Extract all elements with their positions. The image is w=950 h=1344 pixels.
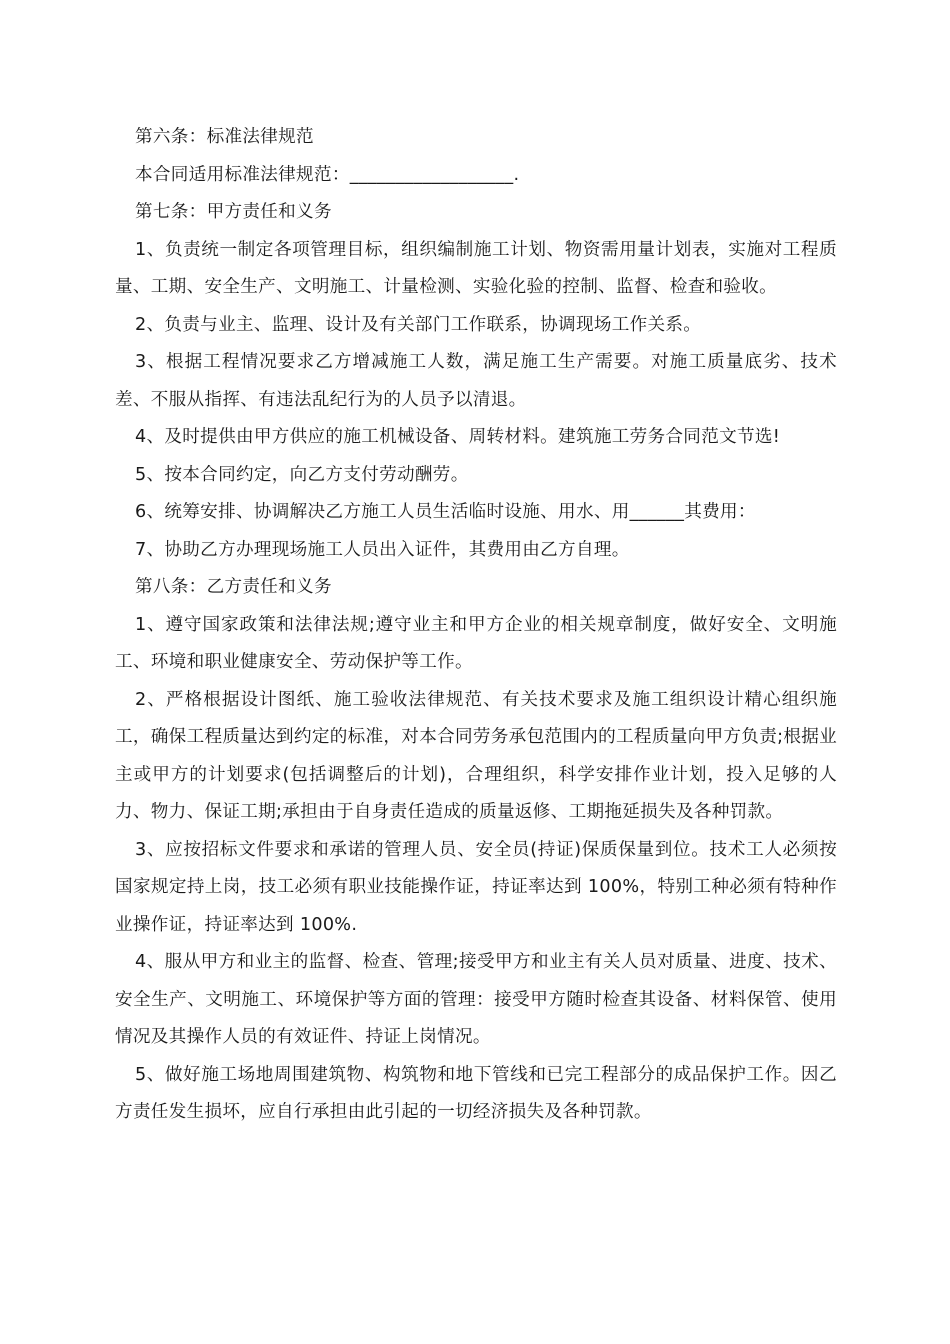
article-8-item-5: 5、做好施工场地周围建筑物、构筑物和地下管线和已完工程部分的成品保护工作。因乙方责任发生损坏，应自行承担由此引起的一切经济损失及各种罚款。 — [115, 1064, 837, 1122]
article-7-item-6: 6、统筹安排、协调解决乙方施工人员生活临时设施、用水、用______其费用： — [135, 502, 756, 522]
article-7-item-7: 7、协助乙方办理现场施工人员出入证件，其费用由乙方自理。 — [135, 539, 630, 560]
article-7-heading: 第七条：甲方责任和义务 — [135, 202, 332, 222]
article-7-item-2: 2、负责与业主、监理、设计及有关部门工作联系，协调现场工作关系。 — [135, 314, 702, 335]
article-7-item-5: 5、按本合同约定，向乙方支付劳动酬劳。 — [135, 464, 469, 485]
article-8-item-4: 4、服从甲方和业主的监督、检查、管理;接受甲方和业主有关人员对质量、进度、技术、安全生产、文明施工、环境保护等方面的管理：接受甲方随时检查其设备、材料保管、使用情况及其操作人员的有效证件、持证上岗情况。 — [115, 952, 837, 1047]
article-7-item-4: 4、及时提供由甲方供应的施工机械设备、周转材料。建筑施工劳务合同范文节选! — [135, 427, 781, 447]
article-8-item-2: 2、严格根据设计图纸、施工验收法律规范、有关技术要求及施工组织设计精心组织施工，确保工程质量达到约定的标准，对本合同劳务承包范围内的工程质量向甲方负责;根据业主或甲方的计划要求(包括调整后的计划)，合理组织，科学安排作业计划，投入足够的人力、物力、保证工期;承担由于自身责任造成的质量返修、工期拖延损失及各种罚款。 — [115, 689, 837, 822]
document-body — [115, 119, 837, 1132]
article-6-clause: 本合同适用标准法律规范：__________________. — [135, 164, 520, 185]
article-8-item-1: 1、遵守国家政策和法律法规;遵守业主和甲方企业的相关规章制度，做好安全、文明施工、环境和职业健康安全、劳动保护等工作。 — [115, 614, 837, 672]
article-8-heading: 第八条：乙方责任和义务 — [135, 577, 332, 597]
article-7-item-3: 3、根据工程情况要求乙方增减施工人数，满足施工生产需要。对施工质量底劣、技术差、不服从指挥、有违法乱纪行为的人员予以清退。 — [115, 352, 837, 410]
article-6-heading: 第六条：标准法律规范 — [135, 127, 314, 147]
article-7-item-1: 1、负责统一制定各项管理目标，组织编制施工计划、物资需用量计划表，实施对工程质量、工期、安全生产、文明施工、计量检测、实验化验的控制、监督、检查和验收。 — [115, 239, 837, 297]
article-8-item-3: 3、应按招标文件要求和承诺的管理人员、安全员(持证)保质保量到位。技术工人必须按国家规定持上岗，技工必须有职业技能操作证，持证率达到 100%，特别工种必须有特种作业操作证，持证率达到 100%. — [115, 839, 837, 935]
